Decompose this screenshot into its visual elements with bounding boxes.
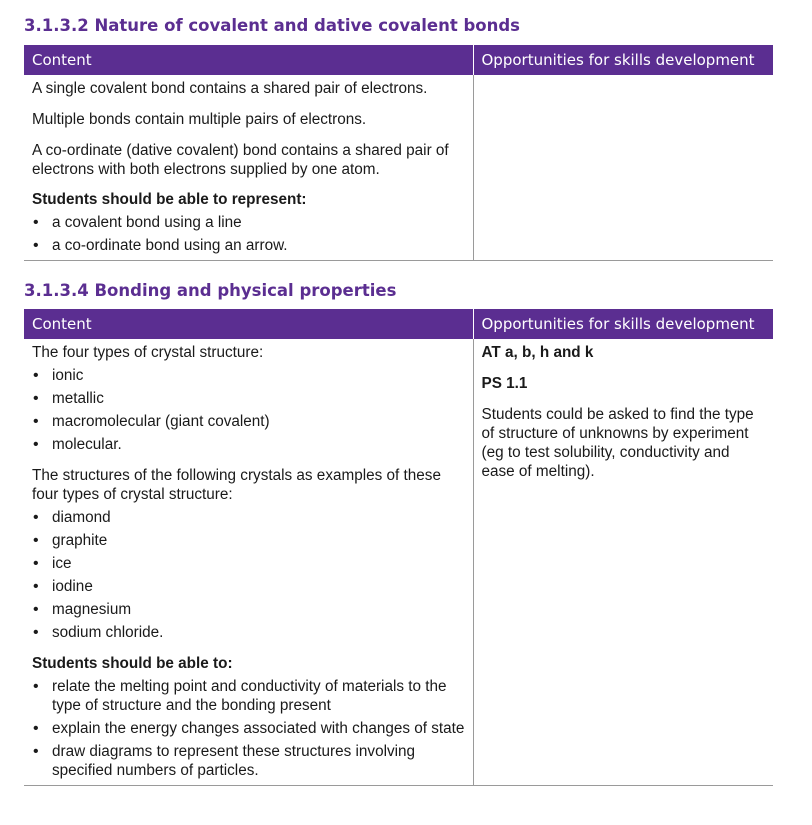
- bullet-list: [32, 508, 465, 642]
- ps-reference: PS 1.1: [481, 375, 528, 392]
- list-item: • a co-ordinate bond using an arrow.: [32, 236, 465, 255]
- opportunities-cell: [473, 75, 773, 261]
- list-item: • metallic: [32, 389, 465, 408]
- list-item: • draw diagrams to represent these structures involving specified numbers of particles.: [32, 742, 465, 780]
- content-column-header: Content: [24, 45, 473, 75]
- section-title: 3.1.3.4 Bonding and physical properties: [24, 281, 397, 300]
- list-item: • explain the energy changes associated with changes of state: [32, 719, 465, 738]
- opportunities-column-header: Opportunities for skills development: [473, 45, 773, 75]
- spec-table: [24, 309, 773, 786]
- list-item: • ionic: [32, 366, 465, 385]
- content-paragraph: The structures of the following crystals as examples of these four types of crystal structure:: [32, 467, 441, 503]
- content-paragraph: Multiple bonds contain multiple pairs of electrons.: [32, 111, 367, 128]
- list-item: • relate the melting point and conductivity of materials to the type of structure and the bonding present: [32, 677, 465, 715]
- list-item: • sodium chloride.: [32, 623, 465, 642]
- bullet-list: [32, 677, 465, 780]
- list-item: • a covalent bond using a line: [32, 213, 465, 232]
- section-title: 3.1.3.2 Nature of covalent and dative covalent bonds: [24, 16, 520, 35]
- content-column-header: Content: [24, 309, 473, 339]
- content-cell: [24, 339, 473, 786]
- table-header-row: [24, 45, 773, 75]
- content-cell: [24, 75, 473, 261]
- content-paragraph: The four types of crystal structure:: [32, 344, 264, 361]
- table-row: [24, 339, 773, 786]
- opportunities-text: Students could be asked to find the type of structure of unknowns by experiment (eg to test solubility, conductivity and ease of melting).: [481, 406, 754, 480]
- content-paragraph: A co-ordinate (dative covalent) bond contains a shared pair of electrons with both electrons supplied by one atom.: [32, 142, 449, 178]
- bullet-list: [32, 366, 465, 454]
- table-row: [24, 75, 773, 261]
- table-header-row: [24, 309, 773, 339]
- spec-table: [24, 45, 773, 261]
- list-item: • magnesium: [32, 600, 465, 619]
- opportunities-cell: [473, 339, 773, 786]
- content-paragraph: A single covalent bond contains a shared pair of electrons.: [32, 80, 428, 97]
- list-item: • molecular.: [32, 435, 465, 454]
- at-reference: AT a, b, h and k: [481, 344, 594, 361]
- list-item: • ice: [32, 554, 465, 573]
- list-item: • macromolecular (giant covalent): [32, 412, 465, 431]
- opportunities-column-header: Opportunities for skills development: [473, 309, 773, 339]
- list-item: • graphite: [32, 531, 465, 550]
- list-item: • iodine: [32, 577, 465, 596]
- bullet-list: [32, 213, 465, 255]
- students-heading: Students should be able to represent:: [32, 191, 307, 208]
- list-item: • diamond: [32, 508, 465, 527]
- students-heading: Students should be able to:: [32, 655, 233, 672]
